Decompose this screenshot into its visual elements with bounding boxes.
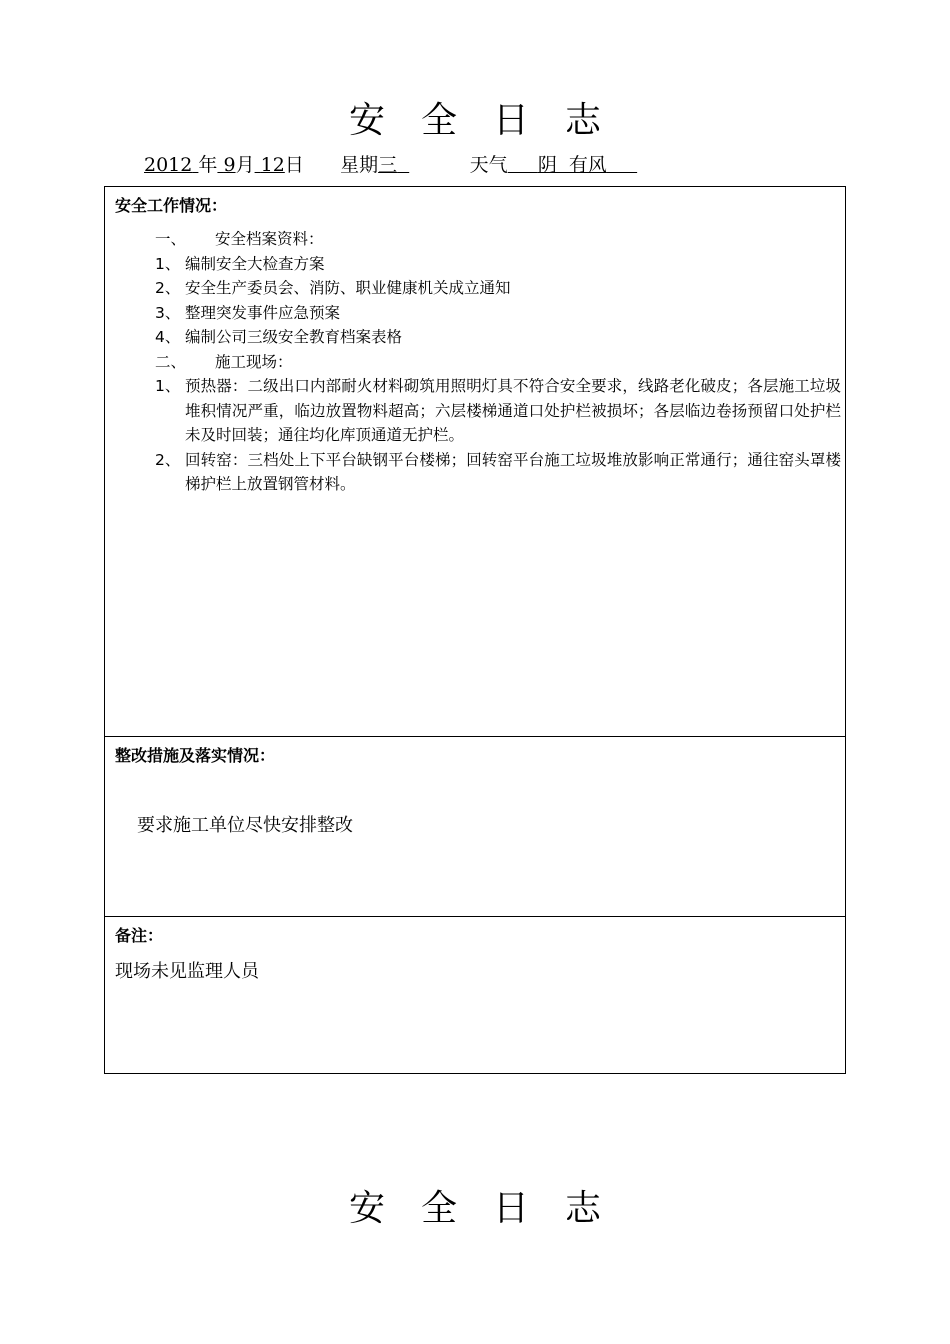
day-value: 12 <box>260 154 285 176</box>
list-item <box>155 350 841 375</box>
list-item-number: 3、 <box>155 303 181 322</box>
day-unit: 日 <box>284 154 304 176</box>
list-item-number: 二、 <box>155 352 187 371</box>
list-item <box>155 374 841 448</box>
list-item <box>155 448 841 497</box>
list-item-text: 预热器：二级出口内部耐火材料砌筑用照明灯具不符合安全要求，线路老化破皮；各层施工垃圾堆积情况严重，临边放置物料超高；六层楼梯通道口处护栏被损坏；各层临边卷扬预留口处护栏未及时回装；通往均化库顶通道无护栏。 <box>185 377 841 444</box>
list-item-text: 整理突发事件应急预案 <box>185 303 341 322</box>
list-item-number: 1、 <box>155 254 181 273</box>
remarks-section <box>105 917 845 1075</box>
safety-work-label: 安全工作情况： <box>115 196 228 215</box>
page-title-repeat <box>0 1180 950 1231</box>
weather-value: 阴 有风 <box>537 154 607 176</box>
page-title <box>0 92 950 143</box>
list-item <box>155 227 841 252</box>
title-char: 志 <box>565 100 602 141</box>
list-item-text: 回转窑：三档处上下平台缺钢平台楼梯；回转窑平台施工垃圾堆放影响正常通行；通往窑头罩楼梯护栏上放置钢管材料。 <box>185 450 841 493</box>
safety-work-list <box>155 227 841 497</box>
year-value: 2012 <box>144 154 193 176</box>
title-char: 安 <box>348 1188 385 1229</box>
list-item <box>155 252 841 277</box>
rectification-text: 要求施工单位尽快安排整改 <box>137 815 353 836</box>
month-unit: 月 <box>235 154 255 176</box>
list-item-number: 一、 <box>155 230 187 248</box>
weekday-label: 星期 <box>340 154 379 176</box>
rectification-section <box>105 737 845 917</box>
safety-work-section <box>105 187 845 737</box>
list-item <box>155 301 841 326</box>
remarks-text: 现场未见监理人员 <box>115 961 259 982</box>
list-item <box>155 325 841 350</box>
title-char: 全 <box>420 100 457 141</box>
list-item-number: 1、 <box>155 377 181 395</box>
list-item-number: 4、 <box>155 328 181 346</box>
list-item-text: 安全生产委员会、消防、职业健康机关成立通知 <box>185 279 511 297</box>
title-char: 志 <box>565 1188 602 1229</box>
list-item <box>155 276 841 301</box>
month-value: 9 <box>223 154 236 176</box>
title-char: 安 <box>348 100 385 141</box>
list-item-text: 编制安全大检查方案 <box>185 254 325 273</box>
weather-label: 天气 <box>469 154 508 176</box>
remarks-label: 备注： <box>115 926 164 945</box>
list-item-text: 安全档案资料： <box>215 230 324 248</box>
list-item-number: 2、 <box>155 450 181 469</box>
date-line <box>144 150 637 177</box>
title-char: 全 <box>420 1188 457 1229</box>
rectification-label: 整改措施及落实情况： <box>115 746 276 765</box>
weekday-value: 三 <box>378 154 398 176</box>
year-unit: 年 <box>198 154 218 176</box>
title-char: 日 <box>493 1188 530 1229</box>
title-char: 日 <box>493 100 530 141</box>
safety-log-table <box>104 186 846 1074</box>
list-item-text: 施工现场： <box>215 352 293 371</box>
list-item-number: 2、 <box>155 279 181 297</box>
list-item-text: 编制公司三级安全教育档案表格 <box>185 328 403 346</box>
